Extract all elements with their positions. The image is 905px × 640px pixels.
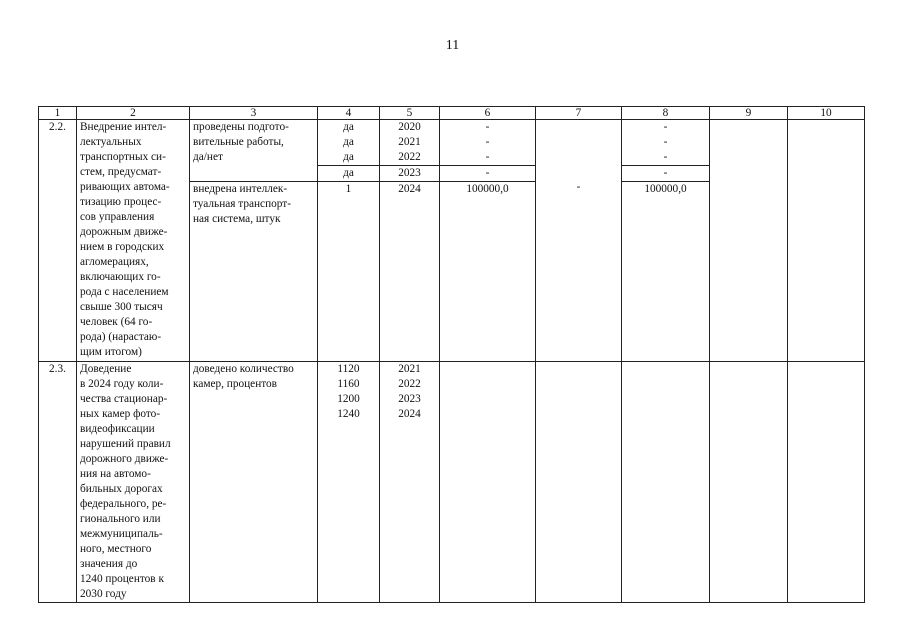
year-cell [380, 362, 440, 603]
stack-value: 2021 [398, 136, 421, 148]
text-line: дорожного движе- [80, 453, 169, 465]
text-line: камер, процентов [193, 378, 278, 390]
table-row [39, 120, 865, 182]
text-line: доведено количество [193, 363, 294, 375]
table-row [39, 362, 865, 603]
text-line: ривающих автома- [80, 181, 170, 193]
text-line: 1160 [337, 378, 360, 390]
text-line: рода) (нарастаю- [80, 331, 162, 343]
stack-value: да [343, 136, 354, 148]
text-line: включающих го- [80, 271, 161, 283]
text-line: свыше 300 тысяч [80, 301, 163, 313]
row-number: 2.2. [39, 120, 77, 362]
stack-value: - [440, 165, 535, 181]
empty-cell: - [536, 120, 622, 362]
text-line: вительные работы, [193, 136, 284, 148]
value-cell: 1 [318, 182, 380, 362]
text-line: туальная транспорт- [193, 198, 291, 210]
header-cell: 7 [536, 107, 622, 120]
stack-value: - [622, 165, 709, 181]
empty-cell [788, 120, 865, 362]
text-line: 2021 [398, 363, 421, 375]
text-line: тизацию процес- [80, 196, 162, 208]
text-line: да/нет [193, 151, 223, 163]
text-line: значения до [80, 558, 138, 570]
stack-value: да [318, 165, 379, 181]
header-cell: 10 [788, 107, 865, 120]
year-cell: 2024 [380, 182, 440, 362]
text-line: 1240 [337, 408, 360, 420]
text-line: рода с населением [80, 286, 169, 298]
empty-cell [710, 120, 788, 362]
empty-cell [622, 362, 710, 603]
text-line: ная система, штук [193, 213, 281, 225]
header-cell: 6 [440, 107, 536, 120]
empty-cell [536, 362, 622, 603]
amount-cell [622, 120, 710, 182]
text-line: нарушений правил [80, 438, 171, 450]
indicator-cell [190, 362, 318, 603]
text-line: щим итогом) [80, 346, 142, 358]
text-line: видеофиксации [80, 423, 155, 435]
text-line: в 2024 году коли- [80, 378, 164, 390]
text-line: межмуниципаль- [80, 528, 163, 540]
stack-value: - [485, 121, 490, 133]
text-line: проведены подгото- [193, 121, 289, 133]
data-table [38, 106, 865, 603]
text-line: сов управления [80, 211, 155, 223]
text-line: 2030 году [80, 588, 127, 600]
text-line: федерального, ре- [80, 498, 167, 510]
text-line: Внедрение интел- [80, 121, 167, 133]
text-line: 2024 [398, 408, 421, 420]
text-line: Доведение [80, 363, 132, 375]
amount-cell [440, 120, 536, 182]
row-description [77, 362, 190, 603]
year-cell [380, 120, 440, 182]
text-line: бильных дорогах [80, 483, 163, 495]
stack-value: - [663, 121, 668, 133]
text-line: 1200 [337, 393, 360, 405]
text-line: 2022 [398, 378, 421, 390]
stack-value: да [343, 151, 354, 163]
stack-value: 2023 [380, 165, 439, 181]
text-line: ного, местного [80, 543, 152, 555]
empty-cell [710, 362, 788, 603]
stack-value: 2020 [398, 121, 421, 133]
text-line: 1120 [337, 363, 360, 375]
text-line: внедрена интеллек- [193, 183, 288, 195]
header-cell: 8 [622, 107, 710, 120]
amount-cell: 100000,0 [622, 182, 710, 362]
text-line: агломерациях, [80, 256, 149, 268]
empty-cell [440, 362, 536, 603]
text-line: 1240 процентов к [80, 573, 164, 585]
header-row [39, 107, 865, 120]
empty-cell [788, 362, 865, 603]
text-line: человек (64 го- [80, 316, 153, 328]
stack-value: 2022 [398, 151, 421, 163]
text-line: ных камер фото- [80, 408, 161, 420]
text-line: нием в городских [80, 241, 165, 253]
text-line: дорожным движе- [80, 226, 168, 238]
text-line: гионального или [80, 513, 161, 525]
header-cell: 1 [39, 107, 77, 120]
row-number: 2.3. [39, 362, 77, 603]
header-cell: 4 [318, 107, 380, 120]
indicator-cell [190, 120, 318, 182]
header-cell: 5 [380, 107, 440, 120]
stack-value: - [485, 136, 490, 148]
text-line: ния на автомо- [80, 468, 151, 480]
header-cell: 2 [77, 107, 190, 120]
text-line: чества стационар- [80, 393, 168, 405]
text-line: стем, предусмат- [80, 166, 162, 178]
amount-cell: 100000,0 [440, 182, 536, 362]
header-cell: 3 [190, 107, 318, 120]
page-number: 11 [445, 38, 460, 53]
stack-value: - [663, 151, 668, 163]
stack-value: - [663, 136, 668, 148]
text-line: 2023 [398, 393, 421, 405]
text-line: транспортных си- [80, 151, 166, 163]
value-cell [318, 120, 380, 182]
indicator-cell [190, 182, 318, 362]
row-description [77, 120, 190, 362]
value-cell [318, 362, 380, 603]
stack-value: - [485, 151, 490, 163]
stack-value: да [343, 121, 354, 133]
header-cell: 9 [710, 107, 788, 120]
text-line: лектуальных [80, 136, 142, 148]
